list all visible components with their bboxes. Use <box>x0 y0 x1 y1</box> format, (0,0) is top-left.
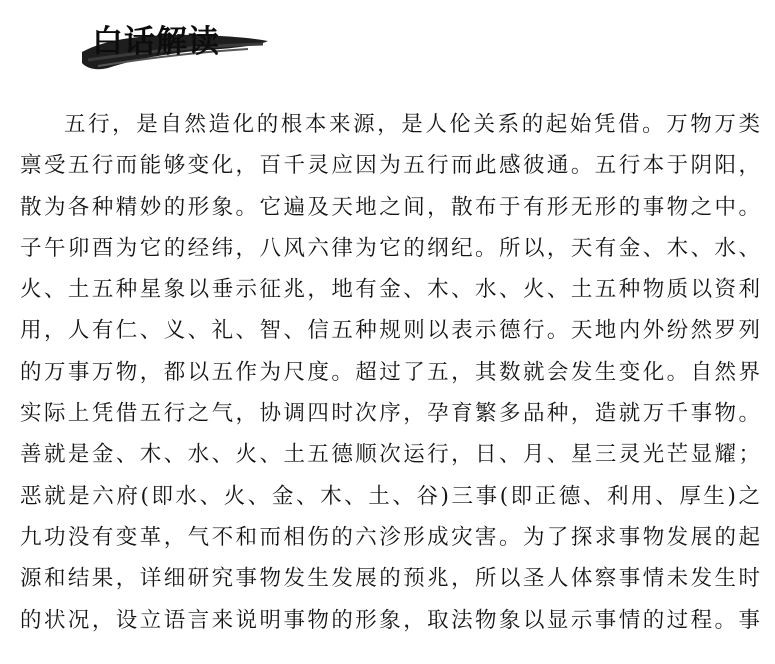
paragraph-line: 善就是金、木、水、火、土五德顺次运行，日、月、星三灵光芒显耀； <box>20 442 760 468</box>
paragraph-line: 实际上凭借五行之气，协调四时次序，孕育繁多品种，造就万千事物。 <box>20 401 760 427</box>
paragraph-line: 恶就是六府(即水、火、金、木、土、谷)三事(即正德、利用、厚生)之 <box>20 483 760 509</box>
paragraph-line: 的万事万物，都以五作为尺度。超过了五，其数就会发生变化。自然界 <box>20 359 760 385</box>
paragraph-line: 的状况，设立语言来说明事物的形象，取法物象以显示事情的过程。事 <box>20 607 760 633</box>
paragraph-line: 散为各种精妙的形象。它遍及天地之间，散布于有形无形的事物之中。 <box>20 194 760 220</box>
paragraph-line: 用，人有仁、义、礼、智、信五种规则以表示德行。天地内外纷然罗列 <box>20 318 760 344</box>
paragraph-line: 火、土五种星象以垂示征兆，地有金、木、水、火、土五种物质以资利 <box>20 277 760 303</box>
paragraph-line: 九功没有变革，气不和而相伤的六沴形成灾害。为了探求事物发展的起 <box>20 524 760 550</box>
paragraph-line: 源和结果，详细研究事物发生发展的预兆，所以圣人体察事情未发生时 <box>20 566 760 592</box>
heading-title: 白话解读 <box>92 24 220 60</box>
paragraph-line: 子午卯酉为它的经纬，八风六律为它的纲纪。所以，天有金、木、水、 <box>20 235 760 261</box>
paragraph-line: 五行，是自然造化的根本来源，是人伦关系的起始凭借。万物万类 <box>64 112 760 137</box>
section-heading <box>78 8 278 78</box>
paragraph <box>20 104 760 641</box>
paragraph-line: 禀受五行而能够变化，百千灵应因为五行而此感彼通。五行本于阴阳， <box>20 153 760 179</box>
